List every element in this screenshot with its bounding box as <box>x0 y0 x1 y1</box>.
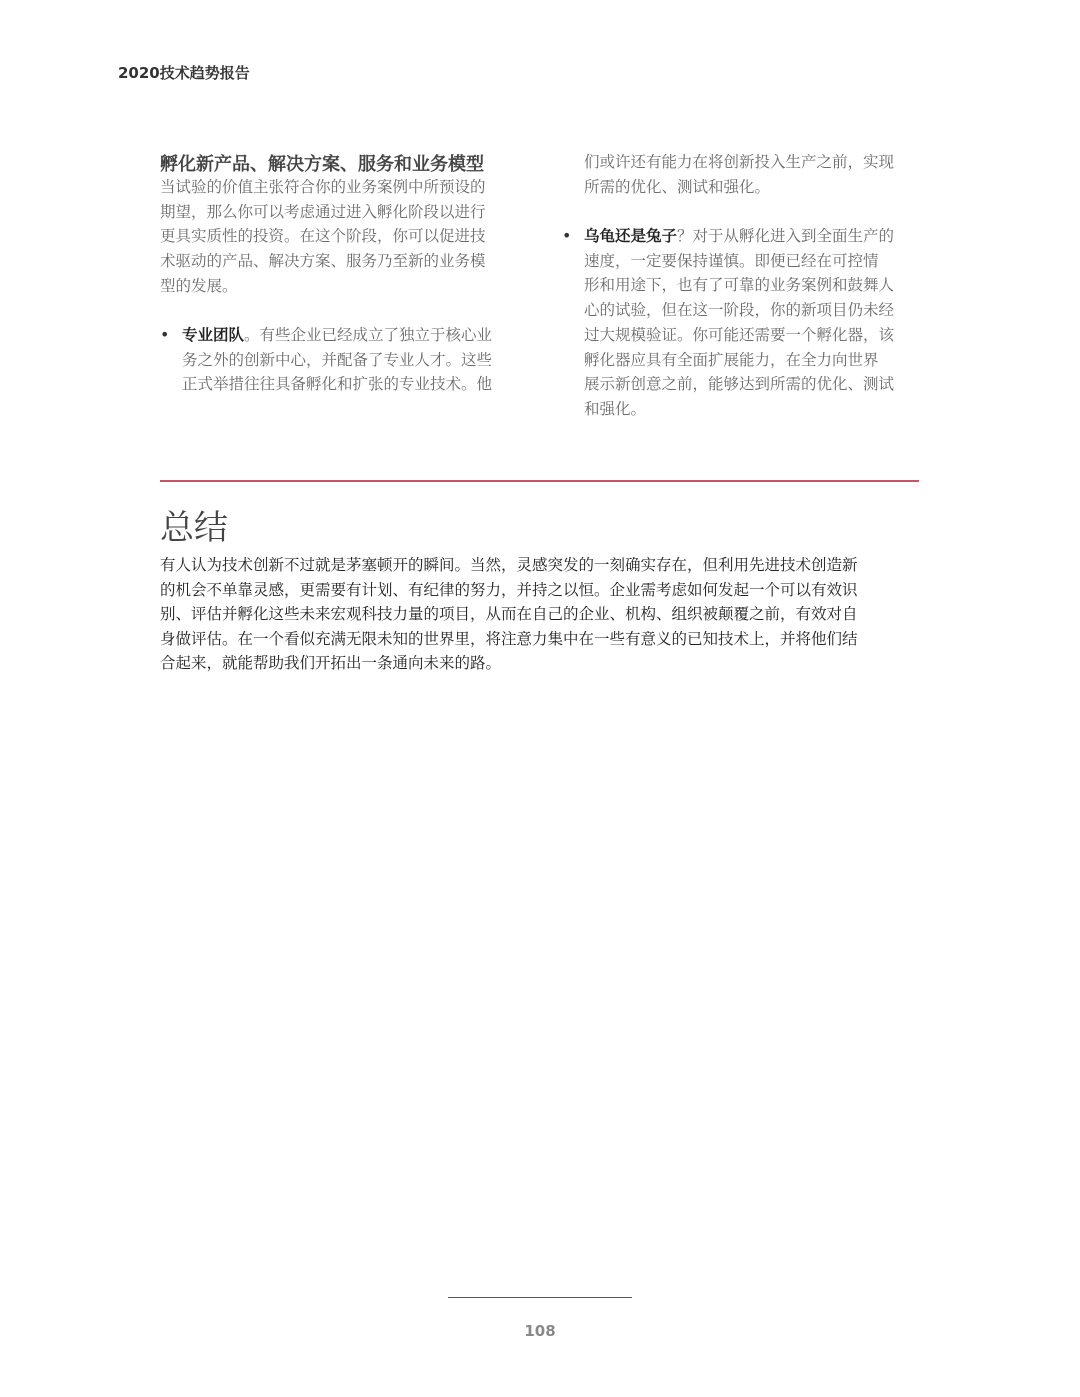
text-line: 更具实质性的投资。在这个阶段，你可以促进技 <box>160 227 486 246</box>
text-line: 术驱动的产品、解决方案、服务乃至新的业务模 <box>160 252 486 271</box>
section-subtitle: 孵化新产品、解决方案、服务和业务模型 <box>160 154 484 175</box>
text-line: 孵化器应具有全面扩展能力，在全力向世界 <box>584 350 879 369</box>
text-line: 期望，那么你可以考虑通过进入孵化阶段以进行 <box>160 202 486 221</box>
text-line: 正式举措往往具备孵化和扩张的专业技术。他 <box>182 375 493 394</box>
bullet-dot: • <box>562 226 572 245</box>
running-header: 2020技术趋势报告 <box>118 64 250 82</box>
bullet-item-professional-team <box>182 323 492 397</box>
text-line: 务之外的创新中心，并配备了专业人才。这些 <box>182 350 493 369</box>
text-line: 展示新创意之前，能够达到所需的优化、测试 <box>584 375 895 394</box>
summary-title: 总结 <box>160 508 228 548</box>
text-line: 合起来，就能帮助我们开拓出一条通向未来的路。 <box>160 654 502 672</box>
text-line: 型的发展。 <box>160 276 238 295</box>
page-number: 108 <box>524 1322 556 1340</box>
text-line: 和强化。 <box>584 399 647 418</box>
text-line: 形和用途下，也有了可靠的业务案例和鼓舞人 <box>584 276 895 295</box>
bullet-heading: 乌龟还是兔子 <box>584 227 678 245</box>
text-line: 身做评估。在一个看似充满无限未知的世界里，将注意力集中在一些有意义的已知技术上，并将他们结 <box>160 629 858 648</box>
text-line: 有人认为技术创新不过就是茅塞顿开的瞬间。当然，灵感突发的一刻确实存在，但利用先进技术创造新 <box>160 556 858 574</box>
text-line: 速度，一定要保持谨慎。即便已经在可控情 <box>584 251 879 270</box>
text-line: 所需的优化、测试和强化。 <box>584 177 771 196</box>
bullet-heading: 专业团队 <box>182 326 245 344</box>
text-line: 们或许还有能力在将创新投入生产之前，实现 <box>584 153 895 171</box>
text-line: 心的试验，但在这一阶段，你的新项目仍未经 <box>584 301 895 320</box>
text-line: 过大规模验证。你可能还需要一个孵化器，该 <box>584 325 895 344</box>
bullet-continuation <box>584 150 894 199</box>
intro-paragraph <box>160 175 486 299</box>
text-line: ？对于从孵化进入到全面生产的 <box>677 227 895 245</box>
text-line: 当试验的价值主张符合你的业务案例中所预设的 <box>160 178 486 196</box>
bullet-item-tortoise-or-hare <box>584 224 894 422</box>
section-divider <box>160 480 919 482</box>
text-line: 的机会不单靠灵感，更需要有计划、有纪律的努力，并持之以恒。企业需考虑如何发起一个可以有效识 <box>160 580 858 599</box>
bullet-dot: • <box>160 325 170 344</box>
summary-paragraph <box>160 553 858 676</box>
footer-divider <box>448 1297 632 1298</box>
text-line: 别、评估并孵化这些未来宏观科技力量的项目，从而在自己的企业、机构、组织被颠覆之前，有效对自 <box>160 605 858 623</box>
text-line: 。有些企业已经成立了独立于核心业 <box>244 326 493 344</box>
